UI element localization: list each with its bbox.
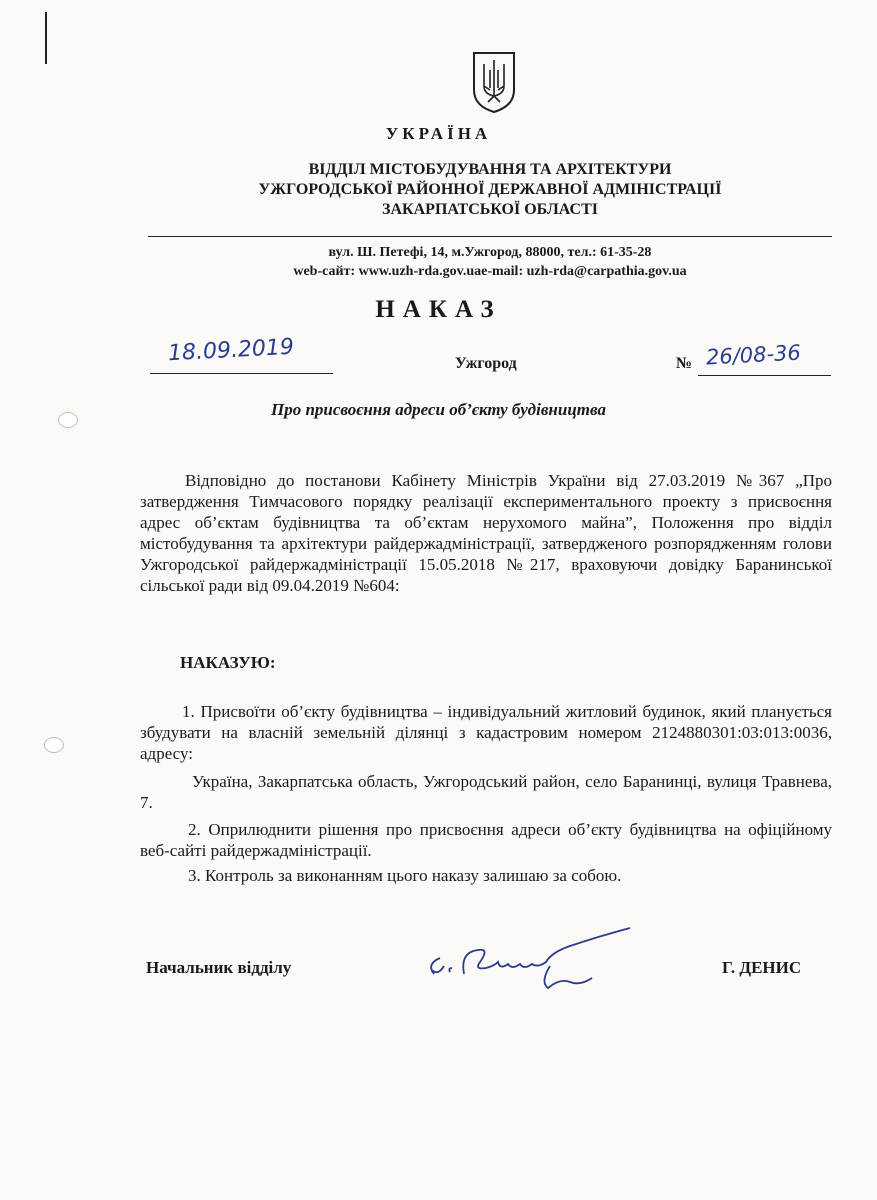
handwritten-number: 26/08-36 [705, 340, 802, 370]
handwritten-date: 18.09.2019 [167, 334, 295, 367]
punch-hole [44, 737, 64, 753]
contact-block [150, 243, 830, 281]
address-line: вул. Ш. Петефі, 14, м.Ужгород, 88000, тел.: 61-35-28 [328, 245, 652, 260]
order-item-3: 3. Контроль за виконанням цього наказу залишаю за собою. [188, 866, 622, 885]
margin-mark [45, 12, 47, 64]
city: Ужгород [455, 355, 517, 372]
coat-of-arms-icon [470, 50, 518, 114]
signatory-name: Г. ДЕНИС [722, 958, 802, 977]
order-word: НАКАЗУЮ: [180, 653, 276, 672]
order-item-2: 2. Оприлюднити рішення про присвоєння адреси об’єкту будівництва на офіційному веб-сайті райдержадміністрації. [140, 820, 832, 860]
assigned-address: Україна, Закарпатська область, Ужгородський район, село Баранинці, вулиця Травнева, 7. [140, 772, 832, 812]
document-subject: Про присвоєння адреси об’єкту будівництва [271, 400, 606, 419]
org-line: ВІДДІЛ МІСТОБУДУВАННЯ ТА АРХІТЕКТУРИ [308, 161, 672, 178]
handwritten-signature [420, 922, 640, 994]
organization-name [150, 160, 830, 220]
org-line: УЖГОРОДСЬКОЇ РАЙОННОЇ ДЕРЖАВНОЇ АДМІНІСТРАЦІЇ [258, 181, 722, 198]
order-item-1: 1. Присвоїти об’єкту будівництва – індивідуальний житловий будинок, який планується збудувати на власній земельній ділянці з кадастровим номером 2124880301:03:013:0036, адресу: [140, 702, 832, 763]
web-email-line: web-сайт: www.uzh-rda.gov.uae-mail: uzh-rda@carpathia.gov.ua [293, 264, 687, 279]
header-divider [148, 236, 832, 237]
country-heading: УКРАЇНА [385, 124, 492, 143]
preamble-paragraph: Відповідно до постанови Кабінету Міністрів України від 27.03.2019 №367 „Про затвердження Тимчасового порядку реалізації експериментального проекту з присвоєння адрес об’єктам будівництва та об’єктам нерухомого майна”, Положення про відділ містобудування та архітектури райдержадміністрації, затвердженого розпорядженням голови Ужгородської райдержадміністрації 15.05.2018 №217, враховуючи довідку Баранинської сільської ради від 09.04.2019 №604: [140, 471, 832, 595]
document-title: НАКАЗ [375, 296, 502, 323]
org-line: ЗАКАРПАТСЬКОЇ ОБЛАСТІ [382, 201, 598, 218]
signatory-position: Начальник відділу [146, 958, 292, 977]
number-label: № [676, 355, 693, 372]
